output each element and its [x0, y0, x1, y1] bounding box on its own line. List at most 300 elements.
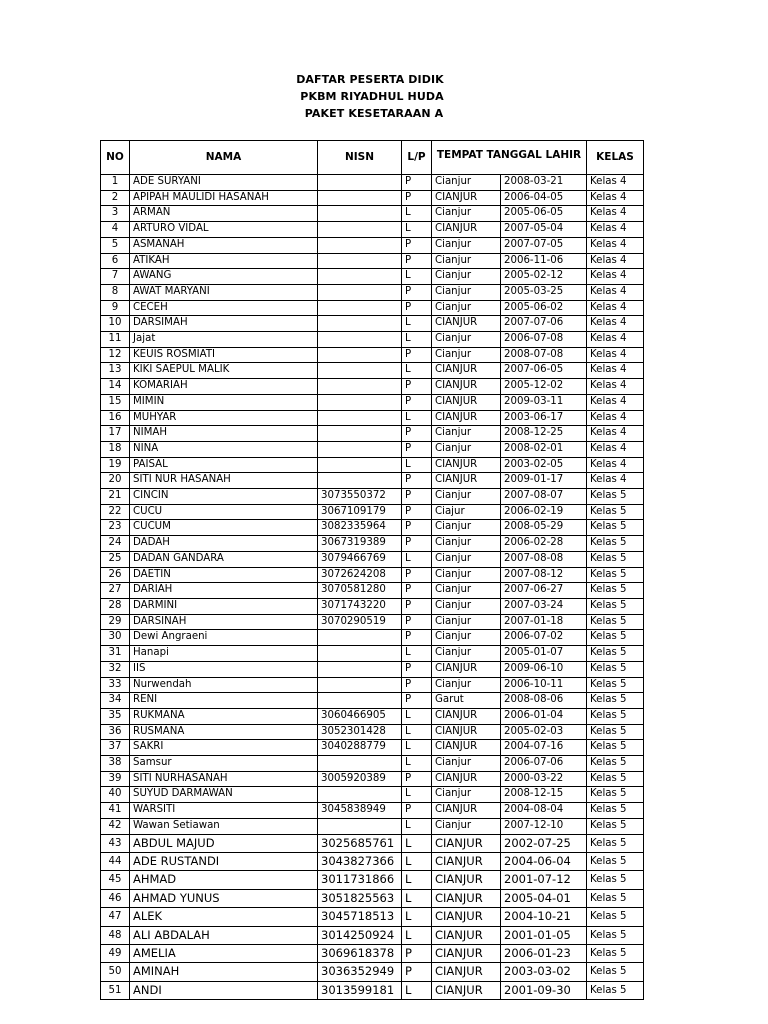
cell-no: 30 [101, 630, 130, 646]
cell-nama: IIS [130, 661, 318, 677]
cell-lp: L [402, 889, 432, 907]
cell-tempat: CIANJUR [432, 410, 501, 426]
cell-tempat: Cianjur [432, 206, 501, 222]
cell-tanggal: 2008-03-21 [501, 175, 587, 191]
cell-nisn [318, 426, 402, 442]
table-row [101, 394, 644, 410]
cell-tempat: Cianjur [432, 598, 501, 614]
cell-nama: DARIAH [130, 583, 318, 599]
cell-nama: NIMAH [130, 426, 318, 442]
cell-nama: ARMAN [130, 206, 318, 222]
student-table [100, 140, 644, 1000]
cell-tempat: CIANJUR [432, 740, 501, 756]
cell-tanggal: 2006-02-19 [501, 504, 587, 520]
cell-lp: L [402, 818, 432, 834]
cell-no: 41 [101, 803, 130, 819]
cell-tempat: Cianjur [432, 520, 501, 536]
cell-tempat: Ciajur [432, 504, 501, 520]
cell-tempat: CIANJUR [432, 190, 501, 206]
cell-no: 5 [101, 237, 130, 253]
cell-tanggal: 2006-02-28 [501, 536, 587, 552]
cell-tempat: CIANJUR [432, 852, 501, 870]
cell-tanggal: 2007-08-12 [501, 567, 587, 583]
table-row [101, 852, 644, 870]
table-row [101, 551, 644, 567]
cell-nisn [318, 787, 402, 803]
table-row [101, 567, 644, 583]
cell-lp: L [402, 981, 432, 999]
cell-nisn [318, 316, 402, 332]
cell-lp: P [402, 504, 432, 520]
cell-tanggal: 2006-01-04 [501, 708, 587, 724]
cell-lp: P [402, 583, 432, 599]
table-row [101, 379, 644, 395]
cell-nama: ABDUL MAJUD [130, 834, 318, 852]
cell-nama: AHMAD YUNUS [130, 889, 318, 907]
cell-kelas: Kelas 4 [587, 410, 644, 426]
cell-tanggal: 2008-02-01 [501, 441, 587, 457]
cell-lp: P [402, 394, 432, 410]
cell-tempat: CIANJUR [432, 803, 501, 819]
cell-tempat: Cianjur [432, 614, 501, 630]
cell-kelas: Kelas 5 [587, 818, 644, 834]
cell-no: 43 [101, 834, 130, 852]
cell-kelas: Kelas 4 [587, 473, 644, 489]
cell-tanggal: 2009-03-11 [501, 394, 587, 410]
cell-nama: ADE RUSTANDI [130, 852, 318, 870]
cell-nama: AWAT MARYANI [130, 284, 318, 300]
cell-nama: SITI NUR HASANAH [130, 473, 318, 489]
cell-no: 31 [101, 646, 130, 662]
table-row [101, 489, 644, 505]
cell-lp: P [402, 441, 432, 457]
cell-lp: P [402, 677, 432, 693]
cell-tempat: Cianjur [432, 551, 501, 567]
cell-kelas: Kelas 5 [587, 926, 644, 944]
cell-lp: P [402, 944, 432, 962]
header-tempat-tanggal-lahir: TEMPAT TANGGAL LAHIR [432, 141, 587, 175]
cell-nisn: 3071743220 [318, 598, 402, 614]
cell-tanggal: 2007-08-07 [501, 489, 587, 505]
cell-kelas: Kelas 4 [587, 222, 644, 238]
cell-kelas: Kelas 5 [587, 908, 644, 926]
cell-tempat: CIANJUR [432, 908, 501, 926]
table-row [101, 771, 644, 787]
cell-no: 45 [101, 871, 130, 889]
cell-tempat: CIANJUR [432, 981, 501, 999]
cell-lp: P [402, 693, 432, 709]
cell-tanggal: 2007-05-04 [501, 222, 587, 238]
cell-nisn [318, 630, 402, 646]
cell-kelas: Kelas 5 [587, 520, 644, 536]
cell-lp: P [402, 661, 432, 677]
cell-nisn: 3005920389 [318, 771, 402, 787]
cell-no: 33 [101, 677, 130, 693]
cell-nama: KEUIS ROSMIATI [130, 347, 318, 363]
cell-no: 28 [101, 598, 130, 614]
cell-no: 2 [101, 190, 130, 206]
table-row [101, 284, 644, 300]
cell-no: 48 [101, 926, 130, 944]
cell-kelas: Kelas 4 [587, 347, 644, 363]
cell-kelas: Kelas 5 [587, 834, 644, 852]
cell-tanggal: 2006-11-06 [501, 253, 587, 269]
cell-nama: DARMINI [130, 598, 318, 614]
cell-tempat: Cianjur [432, 818, 501, 834]
cell-kelas: Kelas 4 [587, 237, 644, 253]
cell-no: 14 [101, 379, 130, 395]
cell-nisn [318, 410, 402, 426]
cell-nama: Jajat [130, 332, 318, 348]
cell-lp: P [402, 473, 432, 489]
cell-tempat: Cianjur [432, 347, 501, 363]
cell-lp: L [402, 756, 432, 772]
cell-kelas: Kelas 5 [587, 771, 644, 787]
cell-no: 20 [101, 473, 130, 489]
table-row [101, 269, 644, 285]
table-row [101, 222, 644, 238]
table-row [101, 457, 644, 473]
title-line-3: PAKET KESETARAAN A [304, 107, 444, 120]
cell-kelas: Kelas 4 [587, 394, 644, 410]
cell-no: 35 [101, 708, 130, 724]
cell-lp: L [402, 316, 432, 332]
cell-tempat: Cianjur [432, 426, 501, 442]
cell-nisn [318, 441, 402, 457]
cell-nisn: 3043827366 [318, 852, 402, 870]
cell-no: 17 [101, 426, 130, 442]
table-row [101, 583, 644, 599]
cell-nama: SITI NURHASANAH [130, 771, 318, 787]
cell-no: 9 [101, 300, 130, 316]
cell-kelas: Kelas 5 [587, 889, 644, 907]
cell-tanggal: 2006-10-11 [501, 677, 587, 693]
cell-nisn: 3069618378 [318, 944, 402, 962]
table-row [101, 661, 644, 677]
title-line-1: DAFTAR PESERTA DIDIK [296, 73, 444, 86]
cell-kelas: Kelas 5 [587, 787, 644, 803]
cell-kelas: Kelas 5 [587, 944, 644, 962]
cell-no: 46 [101, 889, 130, 907]
cell-no: 10 [101, 316, 130, 332]
cell-nama: CINCIN [130, 489, 318, 505]
table-row [101, 818, 644, 834]
cell-nama: Samsur [130, 756, 318, 772]
cell-nisn: 3025685761 [318, 834, 402, 852]
cell-no: 24 [101, 536, 130, 552]
cell-tempat: Cianjur [432, 567, 501, 583]
cell-nisn [318, 677, 402, 693]
cell-no: 37 [101, 740, 130, 756]
cell-no: 18 [101, 441, 130, 457]
table-row [101, 175, 644, 191]
cell-tempat: Cianjur [432, 300, 501, 316]
cell-kelas: Kelas 5 [587, 693, 644, 709]
cell-lp: L [402, 269, 432, 285]
table-row [101, 803, 644, 819]
table-body [101, 175, 644, 1000]
cell-nisn [318, 457, 402, 473]
cell-nisn: 3070290519 [318, 614, 402, 630]
cell-nisn: 3072624208 [318, 567, 402, 583]
cell-nisn [318, 473, 402, 489]
cell-no: 8 [101, 284, 130, 300]
cell-tanggal: 2002-07-25 [501, 834, 587, 852]
cell-nisn: 3079466769 [318, 551, 402, 567]
cell-nama: CECEH [130, 300, 318, 316]
cell-tempat: Cianjur [432, 237, 501, 253]
cell-lp: L [402, 871, 432, 889]
cell-kelas: Kelas 4 [587, 457, 644, 473]
cell-nama: KIKI SAEPUL MALIK [130, 363, 318, 379]
cell-nisn: 3040288779 [318, 740, 402, 756]
cell-nama: CUCUM [130, 520, 318, 536]
cell-tempat: CIANJUR [432, 363, 501, 379]
cell-kelas: Kelas 4 [587, 269, 644, 285]
cell-tanggal: 2007-01-18 [501, 614, 587, 630]
table-row [101, 646, 644, 662]
cell-nama: DARSINAH [130, 614, 318, 630]
cell-kelas: Kelas 5 [587, 677, 644, 693]
cell-no: 6 [101, 253, 130, 269]
cell-nisn: 3045838949 [318, 803, 402, 819]
cell-tanggal: 2005-03-25 [501, 284, 587, 300]
cell-tanggal: 2004-08-04 [501, 803, 587, 819]
cell-no: 3 [101, 206, 130, 222]
cell-tanggal: 2005-04-01 [501, 889, 587, 907]
header-lp: L/P [402, 141, 432, 175]
cell-tempat: Cianjur [432, 787, 501, 803]
cell-nisn [318, 646, 402, 662]
cell-nisn: 3082335964 [318, 520, 402, 536]
cell-tanggal: 2005-12-02 [501, 379, 587, 395]
cell-nama: APIPAH MAULIDI HASANAH [130, 190, 318, 206]
cell-tempat: CIANJUR [432, 889, 501, 907]
table-row [101, 834, 644, 852]
table-header-row [101, 141, 644, 175]
cell-nama: MUHYAR [130, 410, 318, 426]
cell-nisn [318, 190, 402, 206]
cell-no: 49 [101, 944, 130, 962]
cell-no: 1 [101, 175, 130, 191]
cell-tempat: CIANJUR [432, 871, 501, 889]
cell-nama: AMELIA [130, 944, 318, 962]
cell-tempat: CIANJUR [432, 222, 501, 238]
cell-nama: Dewi Angraeni [130, 630, 318, 646]
cell-tanggal: 2004-10-21 [501, 908, 587, 926]
document-title [0, 71, 740, 122]
cell-tanggal: 2008-08-06 [501, 693, 587, 709]
cell-nama: MIMIN [130, 394, 318, 410]
cell-kelas: Kelas 4 [587, 379, 644, 395]
table-row [101, 724, 644, 740]
cell-nisn: 3011731866 [318, 871, 402, 889]
table-row [101, 908, 644, 926]
cell-nama: Hanapi [130, 646, 318, 662]
cell-kelas: Kelas 4 [587, 284, 644, 300]
cell-no: 44 [101, 852, 130, 870]
cell-nisn: 3052301428 [318, 724, 402, 740]
cell-kelas: Kelas 5 [587, 852, 644, 870]
cell-lp: L [402, 787, 432, 803]
cell-kelas: Kelas 5 [587, 583, 644, 599]
cell-kelas: Kelas 5 [587, 740, 644, 756]
cell-nama: CUCU [130, 504, 318, 520]
cell-tanggal: 2006-07-06 [501, 756, 587, 772]
cell-nama: ASMANAH [130, 237, 318, 253]
cell-lp: L [402, 646, 432, 662]
cell-no: 11 [101, 332, 130, 348]
table-row [101, 677, 644, 693]
cell-lp: L [402, 834, 432, 852]
cell-kelas: Kelas 4 [587, 206, 644, 222]
cell-no: 27 [101, 583, 130, 599]
table-row [101, 363, 644, 379]
cell-nama: ATIKAH [130, 253, 318, 269]
cell-tempat: CIANJUR [432, 473, 501, 489]
cell-no: 50 [101, 963, 130, 981]
table-row [101, 190, 644, 206]
cell-no: 42 [101, 818, 130, 834]
cell-lp: L [402, 410, 432, 426]
cell-tempat: Cianjur [432, 284, 501, 300]
cell-lp: L [402, 457, 432, 473]
table-row [101, 944, 644, 962]
cell-nama: NINA [130, 441, 318, 457]
cell-lp: P [402, 963, 432, 981]
cell-no: 40 [101, 787, 130, 803]
cell-tanggal: 2007-07-06 [501, 316, 587, 332]
cell-tempat: Cianjur [432, 175, 501, 191]
cell-lp: L [402, 852, 432, 870]
header-nama: NAMA [130, 141, 318, 175]
cell-tempat: Cianjur [432, 630, 501, 646]
cell-nama: SAKRI [130, 740, 318, 756]
cell-tempat: Garut [432, 693, 501, 709]
cell-nisn [318, 206, 402, 222]
cell-lp: P [402, 284, 432, 300]
cell-nama: ALEK [130, 908, 318, 926]
table-row [101, 316, 644, 332]
cell-kelas: Kelas 5 [587, 630, 644, 646]
cell-lp: P [402, 567, 432, 583]
cell-tanggal: 2006-01-23 [501, 944, 587, 962]
table-row [101, 630, 644, 646]
cell-kelas: Kelas 4 [587, 441, 644, 457]
cell-kelas: Kelas 4 [587, 426, 644, 442]
cell-tanggal: 2005-06-02 [501, 300, 587, 316]
cell-nisn [318, 661, 402, 677]
cell-no: 26 [101, 567, 130, 583]
cell-nama: Nurwendah [130, 677, 318, 693]
cell-lp: P [402, 237, 432, 253]
cell-lp: L [402, 740, 432, 756]
cell-tanggal: 2007-06-05 [501, 363, 587, 379]
cell-no: 25 [101, 551, 130, 567]
cell-nisn: 3013599181 [318, 981, 402, 999]
cell-tempat: CIANJUR [432, 944, 501, 962]
cell-kelas: Kelas 5 [587, 598, 644, 614]
cell-lp: L [402, 926, 432, 944]
cell-tanggal: 2007-08-08 [501, 551, 587, 567]
cell-tempat: CIANJUR [432, 771, 501, 787]
cell-nama: RUSMANA [130, 724, 318, 740]
cell-tempat: CIANJUR [432, 316, 501, 332]
cell-lp: P [402, 630, 432, 646]
cell-no: 12 [101, 347, 130, 363]
cell-tempat: CIANJUR [432, 926, 501, 944]
cell-lp: P [402, 347, 432, 363]
cell-kelas: Kelas 4 [587, 332, 644, 348]
table-row [101, 889, 644, 907]
cell-kelas: Kelas 5 [587, 981, 644, 999]
cell-nama: WARSITI [130, 803, 318, 819]
table-row [101, 332, 644, 348]
cell-no: 15 [101, 394, 130, 410]
cell-nisn: 3067319389 [318, 536, 402, 552]
cell-kelas: Kelas 5 [587, 963, 644, 981]
table-row [101, 441, 644, 457]
cell-nisn [318, 284, 402, 300]
cell-lp: P [402, 426, 432, 442]
cell-kelas: Kelas 5 [587, 661, 644, 677]
cell-kelas: Kelas 5 [587, 567, 644, 583]
table-row [101, 206, 644, 222]
table-row [101, 237, 644, 253]
cell-lp: L [402, 551, 432, 567]
cell-nisn: 3051825563 [318, 889, 402, 907]
header-kelas: KELAS [587, 141, 644, 175]
cell-no: 19 [101, 457, 130, 473]
cell-tempat: CIANJUR [432, 379, 501, 395]
cell-lp: L [402, 363, 432, 379]
cell-nisn [318, 269, 402, 285]
cell-no: 34 [101, 693, 130, 709]
cell-nisn [318, 253, 402, 269]
cell-kelas: Kelas 5 [587, 756, 644, 772]
cell-nisn: 3067109179 [318, 504, 402, 520]
cell-tanggal: 2009-06-10 [501, 661, 587, 677]
cell-tanggal: 2004-06-04 [501, 852, 587, 870]
cell-no: 4 [101, 222, 130, 238]
cell-no: 23 [101, 520, 130, 536]
cell-tanggal: 2003-03-02 [501, 963, 587, 981]
cell-tanggal: 2007-06-27 [501, 583, 587, 599]
cell-nisn: 3036352949 [318, 963, 402, 981]
cell-kelas: Kelas 5 [587, 614, 644, 630]
cell-lp: L [402, 708, 432, 724]
cell-nama: AWANG [130, 269, 318, 285]
cell-kelas: Kelas 5 [587, 551, 644, 567]
cell-lp: P [402, 190, 432, 206]
cell-tempat: CIANJUR [432, 394, 501, 410]
cell-kelas: Kelas 5 [587, 803, 644, 819]
cell-tempat: CIANJUR [432, 457, 501, 473]
cell-tempat: CIANJUR [432, 661, 501, 677]
cell-lp: P [402, 536, 432, 552]
cell-lp: P [402, 489, 432, 505]
cell-no: 21 [101, 489, 130, 505]
cell-no: 36 [101, 724, 130, 740]
table-row [101, 520, 644, 536]
cell-kelas: Kelas 4 [587, 253, 644, 269]
cell-nisn [318, 818, 402, 834]
cell-tanggal: 2005-02-12 [501, 269, 587, 285]
cell-nisn [318, 379, 402, 395]
cell-kelas: Kelas 5 [587, 708, 644, 724]
cell-kelas: Kelas 4 [587, 175, 644, 191]
cell-nisn [318, 237, 402, 253]
